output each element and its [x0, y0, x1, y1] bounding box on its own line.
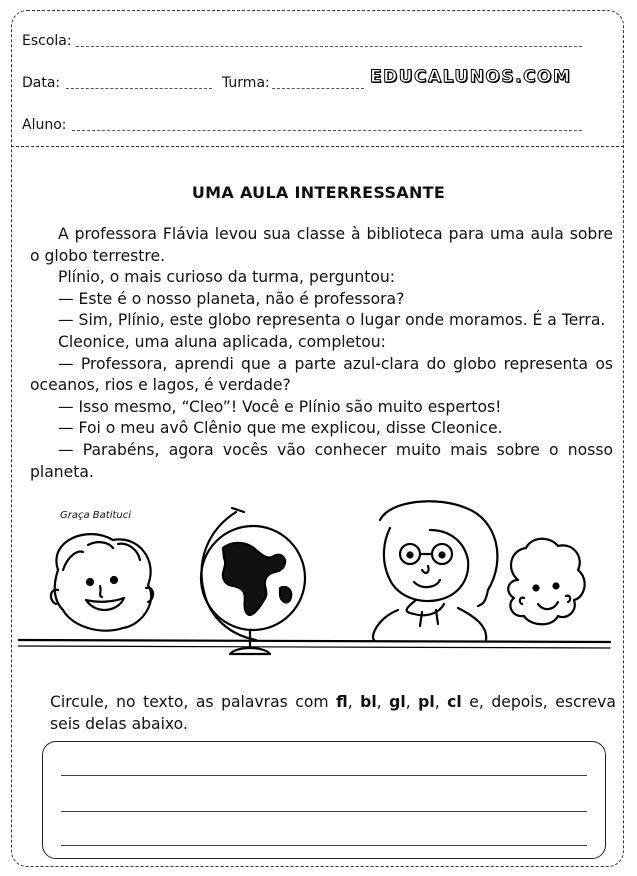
teacher-character [373, 501, 497, 640]
teacher-globe-children-illustration [18, 500, 618, 680]
answer-line[interactable] [61, 845, 587, 846]
escola-label: Escola: [22, 33, 72, 49]
girl-character [508, 539, 584, 625]
keyword-pl: pl [418, 693, 435, 711]
paragraph: — Parabéns, agora vocês vão conhecer muito mais sobre o nosso planeta. [30, 440, 613, 481]
paragraph: Plínio, o mais curioso da turma, perguntou: [58, 268, 396, 287]
separator: , [376, 693, 390, 711]
site-logo: EDUCALUNOS.COM [370, 67, 572, 87]
author-credit: Graça Batituci [60, 510, 132, 521]
paragraph: — Professora, aprendi que a parte azul-clara do globo representa os oceanos, rios e lagos, é verdade? [30, 354, 613, 395]
turma-label: Turma: [222, 75, 270, 91]
paragraph: — Este é o nosso planeta, não é professora? [58, 289, 405, 308]
aluno-label: Aluno: [22, 117, 67, 133]
data-field[interactable] [66, 88, 212, 89]
boy-character [51, 534, 153, 631]
answer-box[interactable] [42, 741, 606, 859]
instruction-text: Circule, no texto, as palavras com [50, 693, 337, 711]
keyword-gl: gl [389, 693, 406, 711]
page-title: UMA AULA INTERRESSANTE [191, 183, 446, 202]
paragraph: — Foi o meu avô Clênio que me explicou, disse Cleonice. [58, 419, 503, 438]
data-label: Data: [22, 75, 61, 91]
keyword-bl: bl [360, 693, 377, 711]
keyword-cl: cl [447, 693, 462, 711]
globe [201, 508, 305, 654]
answer-line[interactable] [61, 775, 587, 776]
story-text [30, 224, 613, 483]
escola-field[interactable] [76, 46, 582, 47]
separator: , [434, 693, 448, 711]
paragraph: A professora Flávia levou sua classe à biblioteca para uma aula sobre o globo terrestre. [30, 225, 613, 265]
header-separator [11, 146, 624, 147]
aluno-field[interactable] [72, 130, 582, 131]
separator: , [347, 693, 361, 711]
separator: , [405, 693, 419, 711]
paragraph: Cleonice, uma aluna aplicada, completou: [58, 332, 386, 351]
exercise-instruction [50, 692, 616, 735]
keyword-fl: fl [336, 693, 348, 711]
paragraph: — Isso mesmo, “Cleo”! Você e Plínio são muito espertos! [58, 397, 502, 416]
answer-line[interactable] [61, 811, 587, 812]
instruction-text: e, depois, escreva seis delas abaixo. [50, 693, 616, 733]
turma-field[interactable] [272, 88, 364, 89]
paragraph: — Sim, Plínio, este globo representa o lugar onde moramos. É a Terra. [58, 311, 606, 330]
